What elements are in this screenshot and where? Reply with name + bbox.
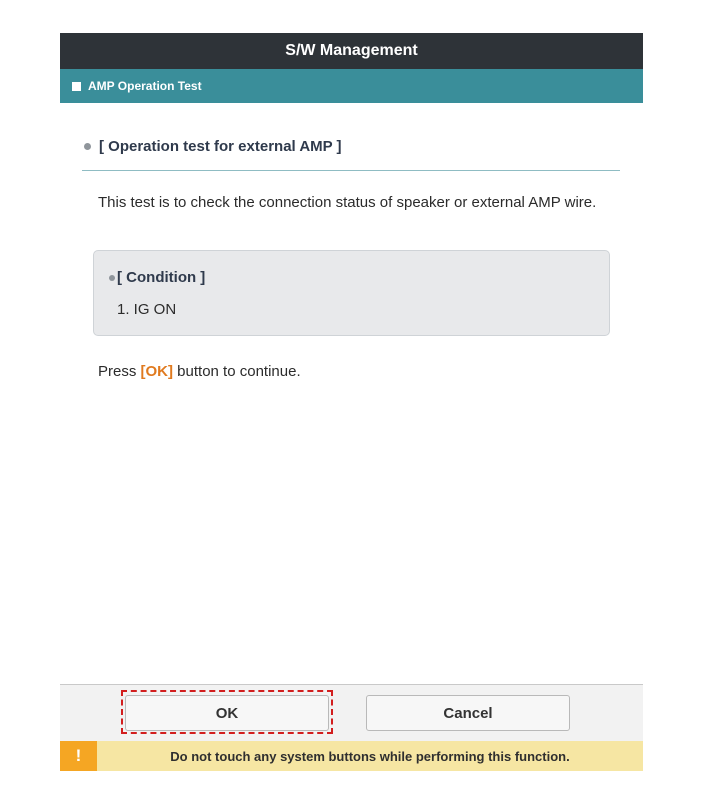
- condition-box: [93, 250, 610, 336]
- cancel-button-label: Cancel: [443, 704, 493, 722]
- bullet-dot-icon: [84, 143, 91, 150]
- instruction-text: [98, 363, 301, 380]
- warning-text: Do not touch any system buttons while performing this function.: [170, 748, 570, 764]
- square-bullet-icon: [72, 82, 81, 91]
- warning-icon: !: [60, 741, 97, 771]
- subheader-bar: [60, 69, 643, 103]
- cancel-button[interactable]: [366, 695, 570, 731]
- bullet-dot-icon: [109, 275, 115, 281]
- button-bar: [60, 684, 643, 742]
- title-bar: [60, 33, 643, 69]
- instruction-prefix: Press: [98, 363, 141, 380]
- condition-title: [ Condition ]: [117, 269, 206, 286]
- condition-heading: [109, 269, 205, 286]
- description-text: This test is to check the connection status of speaker or external AMP wire.: [98, 194, 597, 211]
- ok-button[interactable]: [125, 695, 329, 731]
- app-screen: [60, 33, 643, 771]
- section-title: [ Operation test for external AMP ]: [99, 138, 342, 155]
- subheader-title: AMP Operation Test: [88, 79, 202, 93]
- section-heading: [84, 138, 342, 155]
- ok-button-label: OK: [215, 704, 239, 722]
- section-divider: [82, 170, 620, 171]
- window-title: S/W Management: [285, 42, 418, 59]
- instruction-suffix: button to continue.: [173, 363, 301, 380]
- condition-item: 1. IG ON: [117, 301, 177, 318]
- instruction-ok-highlight: [OK]: [140, 363, 174, 380]
- warning-bar: [60, 741, 643, 771]
